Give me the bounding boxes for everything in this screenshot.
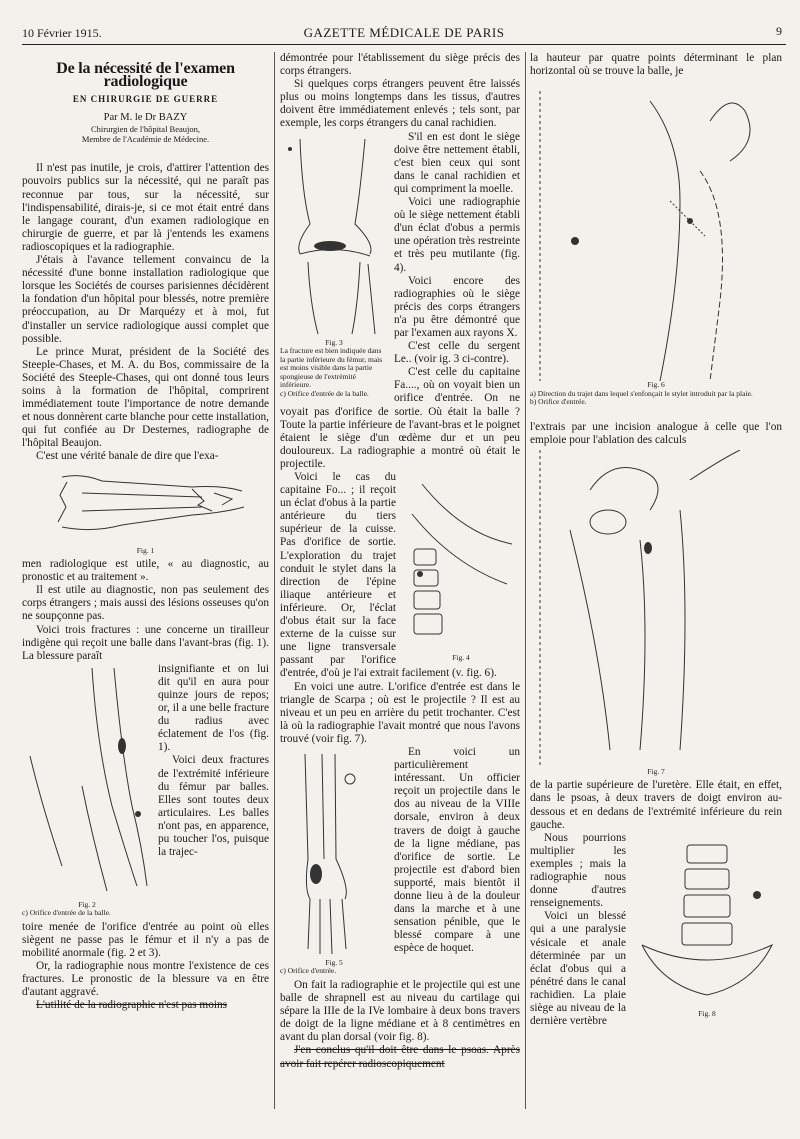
paragraph: Si quelques corps étrangers peuvent être laissés plus ou moins longtemps dans les tissus, d'autres doivent être immédiatement enlevés ; tels sont, par exemple, les corps étrangers du canal rachidien. (280, 78, 520, 130)
paragraph: Il est utile au diagnostic, non pas seulement des corps étrangers ; mais aussi des lésions osseuses qu'on ne soupçonne pas. (22, 584, 269, 623)
femur-xray-illustration (22, 666, 152, 901)
figure-7 (530, 450, 782, 777)
paragraph: Voici encore des radiographies où le siège précis des corps étrangers n'a pu être démontré que par l'examen aux rayons X. (394, 274, 520, 339)
figure-6 (530, 81, 782, 407)
paragraph: Or, la radiographie nous montre l'existence de ces fractures. Le pronostic de la blessure va en être d'autant aggravé. (22, 960, 269, 999)
paragraph: J'étais à l'avance tellement convaincu de la nécessité d'une bonne installation radiologique que lorsque les Sociétés de courses parisiennes décidèrent la fondation d'un hôpital pour blessés, notre première préoccupation, au Dr Marquézy et à moi, fut d'installer un service radiologique aussi complet que possible. (22, 254, 269, 345)
paragraph: On fait la radiographie et le projectile qui est une balle de shrapnell est au niveau du cartilage qui sépare la IIIe de la IVe lombaire à deux bons travers de doigt de la ligne médiane et à 8 centimètres en avant du plan dorsal (voir fig. 8). (280, 978, 520, 1044)
figure-4-caption: Fig. 4 (452, 653, 470, 662)
figure-5 (280, 749, 388, 976)
page-number: 9 (776, 24, 782, 38)
figure-1 (22, 467, 269, 556)
page-header (22, 22, 786, 45)
paragraph: C'est celle du sergent Le.. (voir ig. 3 ci-contre). (394, 340, 520, 366)
figure-8-caption: Fig. 8 (698, 1008, 716, 1018)
article-subtitle: EN CHIRURGIE DE GUERRE (72, 94, 219, 105)
paragraph: l'extrais par une incision analogue à celle que l'on emploie pour l'ablation des calculs (530, 420, 782, 446)
paragraph: Voici deux fractures de l'extrémité inférieure du fémur par balles. Elles sont toutes deux articulaires. Les balles n'ont pas, en apparence, pu toucher l'os, puisque la trajec- (158, 754, 269, 859)
paragraph: C'est une vérité banale de dire que l'exa- (36, 450, 219, 463)
column-2 (280, 52, 520, 1071)
paragraph: Voici un blessé qui a une paralysie vésicale et anale déterminée par un éclat d'obus qui a pénétré dans le canal rachidien. La plaie siège au niveau de la dernière vertèbre (530, 910, 626, 1028)
figure-3 (280, 134, 388, 399)
knee-xray-illustration (280, 134, 388, 339)
paragraph: la hauteur par quatre points déterminant le plan horizontal où se trouve la balle, je (530, 52, 782, 78)
femur-head-xray-illustration (530, 450, 782, 768)
paragraph: Il n'est pas inutile, je crois, d'attirer l'attention des pouvoirs publics sur la nécessité, qui ne paraît pas reconnue par tous, sur la nécessité, sur l'indispensabilité, dirais-je, si ce mot était entré dans le langage courant, d'un examen radiologique en chirurgie de guerre, et par là j'entends les examens radioscopiques et la radiographie. (22, 162, 269, 253)
figure-6-caption: Fig. 6 (647, 380, 665, 390)
figure-2-caption: Fig. 2 (78, 899, 96, 909)
paragraph: men radiologique est utile, « au diagnostic, au pronostic et au traitement ». (22, 558, 269, 584)
paragraph: C'est celle du capitaine Fa...., où on voyait bien un orifice d'entrée. On ne voyait pas d'orifice de sortie. Où était la balle ? Toute la partie inférieure de l'avant-bras et le poignet étaient le siège d'un œdème dur et un peu douloureux. La radiographie a montré où était le projectile. (280, 366, 520, 470)
figure-3-legend: La fracture est bien indiquée dans la partie inférieure du fémur, mais est moins visible dans la partie spongieuse de l'extrémité inférieure. (280, 346, 383, 390)
column-rule-2 (525, 52, 526, 1109)
paragraph: En voici un particulièrement intéressant. Un officier reçoit un projectile dans le dos au niveau de la VIIIe dorsale, environ à deux travers de doigt à gauche de la ligne médiane, pas d'orifice de sortie. Le projectile est d'abord bien supporté, mais bientôt il donne lieu à de la douleur dans la marche et à une sensation pénible, que le blessé compare à une espèce de hoquet. (394, 745, 520, 955)
paragraph: Le prince Murat, président de la Société des Steeple-Chases, et M. A. du Bos, commissaire de la Société des Steeple-Chases, qui ont donné tous leurs soins à la formation de l'hôpital, comprirent immédiatement toute l'importance de notre demande et nous donnèrent carte blanche pour cette installation, qui fut confiée au Dr Desternes, radiographe de l'hôpital Beaujon. (22, 345, 269, 450)
forearm-xray-illustration (22, 467, 269, 547)
paragraph: J'en conclus qu'il doit être dans le psoas. Après avoir fait repérer radioscopiquement (280, 1044, 520, 1070)
lumbar-spine-xray-illustration (632, 835, 782, 1010)
paragraph: L'utilité de la radiographie n'est pas moins (36, 999, 228, 1012)
wrist-xray-illustration (280, 749, 388, 959)
column-3 (530, 52, 782, 1028)
figure-3-legend-2: c) Orifice d'entrée de la balle. (280, 388, 369, 398)
paragraph: Voici le cas du capitaine Fo... ; il reçoit un éclat d'obus à la partie antérieure du tiers supérieur de la cuisse. Pas d'orifice de sortie. L'exploration du trajet conduit le stylet dans la direction de l'épine iliaque antérieure et inférieure. Or, l'éclat d'obus était sur la face externe de la cuisse sur une ligne transversale passant par l'orifice d'entrée, d'où je l'ai extrait facilement (v. fig. 6). (280, 471, 497, 680)
article-author: Par M. le Dr BAZY (103, 112, 188, 124)
paragraph: insignifiante et on lui dit qu'il en aura pour quinze jours de repos; or, il a une belle fracture du radius avec éclatement de l'os (fig. 1). (158, 662, 269, 754)
figure-7-caption: Fig. 7 (647, 766, 665, 776)
figure-4 (402, 474, 520, 663)
column-rule-1 (274, 52, 275, 1109)
figure-5-caption: Fig. 5 (325, 957, 343, 967)
paragraph: Voici une radiographie où le siège nettement établi d'un éclat d'obus a permis une opération très restreinte et très peu mutilante (fig. 4). (394, 196, 520, 274)
hip-xray-illustration (530, 81, 782, 381)
figure-5-legend: c) Orifice d'entrée. (280, 966, 337, 976)
figure-2 (22, 666, 152, 918)
journal-title: GAZETTE MÉDICALE DE PARIS (303, 25, 505, 40)
figure-6-legend-2: b) Orifice d'entrée. (530, 397, 587, 407)
spine-xray-illustration (402, 474, 520, 654)
paragraph: Nous pourrions multiplier les exemples ; mais la radiographie nous donne d'autres renseignements. (530, 831, 626, 910)
figure-3-caption: Fig. 3 (325, 337, 343, 347)
paragraph: S'il en est dont le siège doive être nettement établi, c'est bien ceux qui sont dans le canal rachidien et qui compriment la moelle. (394, 130, 520, 195)
paragraph: démontrée pour l'établissement du siège précis des corps étrangers. (280, 52, 520, 78)
paragraph: Voici trois fractures : une concerne un tirailleur indigène qui reçoit une balle dans l'avant-bras (fig. 1). La blessure paraît (22, 623, 269, 662)
figure-6-legend-1: a) Direction du trajet dans lequel s'enfonçait le stylet introduit par la plaie. (530, 388, 753, 398)
figure-8 (632, 835, 782, 1019)
figure-2-legend: c) Orifice d'entrée de la balle. (22, 908, 111, 918)
figure-1-caption: Fig. 1 (136, 545, 155, 555)
paragraph: toire menée de l'orifice d'entrée au point où elles siègent ne passe pas le fémur et il n'y a pas de mobilité anormale (fig. 2 et 3). (22, 920, 269, 959)
paragraph: de la partie supérieure de l'uretère. Elle était, en effet, dans le psoas, à deux travers de doigt environ au-dessous et en dedans de l'extrémité inférieure du rein gauche. (530, 779, 782, 831)
author-affiliation-1: Chirurgien de l'hôpital Beaujon, (90, 124, 201, 135)
column-1 (22, 52, 269, 1012)
author-affiliation-2: Membre de l'Académie de Médecine. (81, 134, 210, 145)
article-title: De la nécessité de l'examen radiologique (56, 60, 235, 91)
issue-date: 10 Février 1915. (22, 26, 102, 40)
paragraph: En voici une autre. L'orifice d'entrée est dans le triangle de Scarpa ; où est le projectile ? Il est au niveau et un peu en arrière du petit trochanter. C'est là où la radiographie l'avait montré que nous l'avons trouvé (voir fig. 7). (280, 680, 520, 745)
